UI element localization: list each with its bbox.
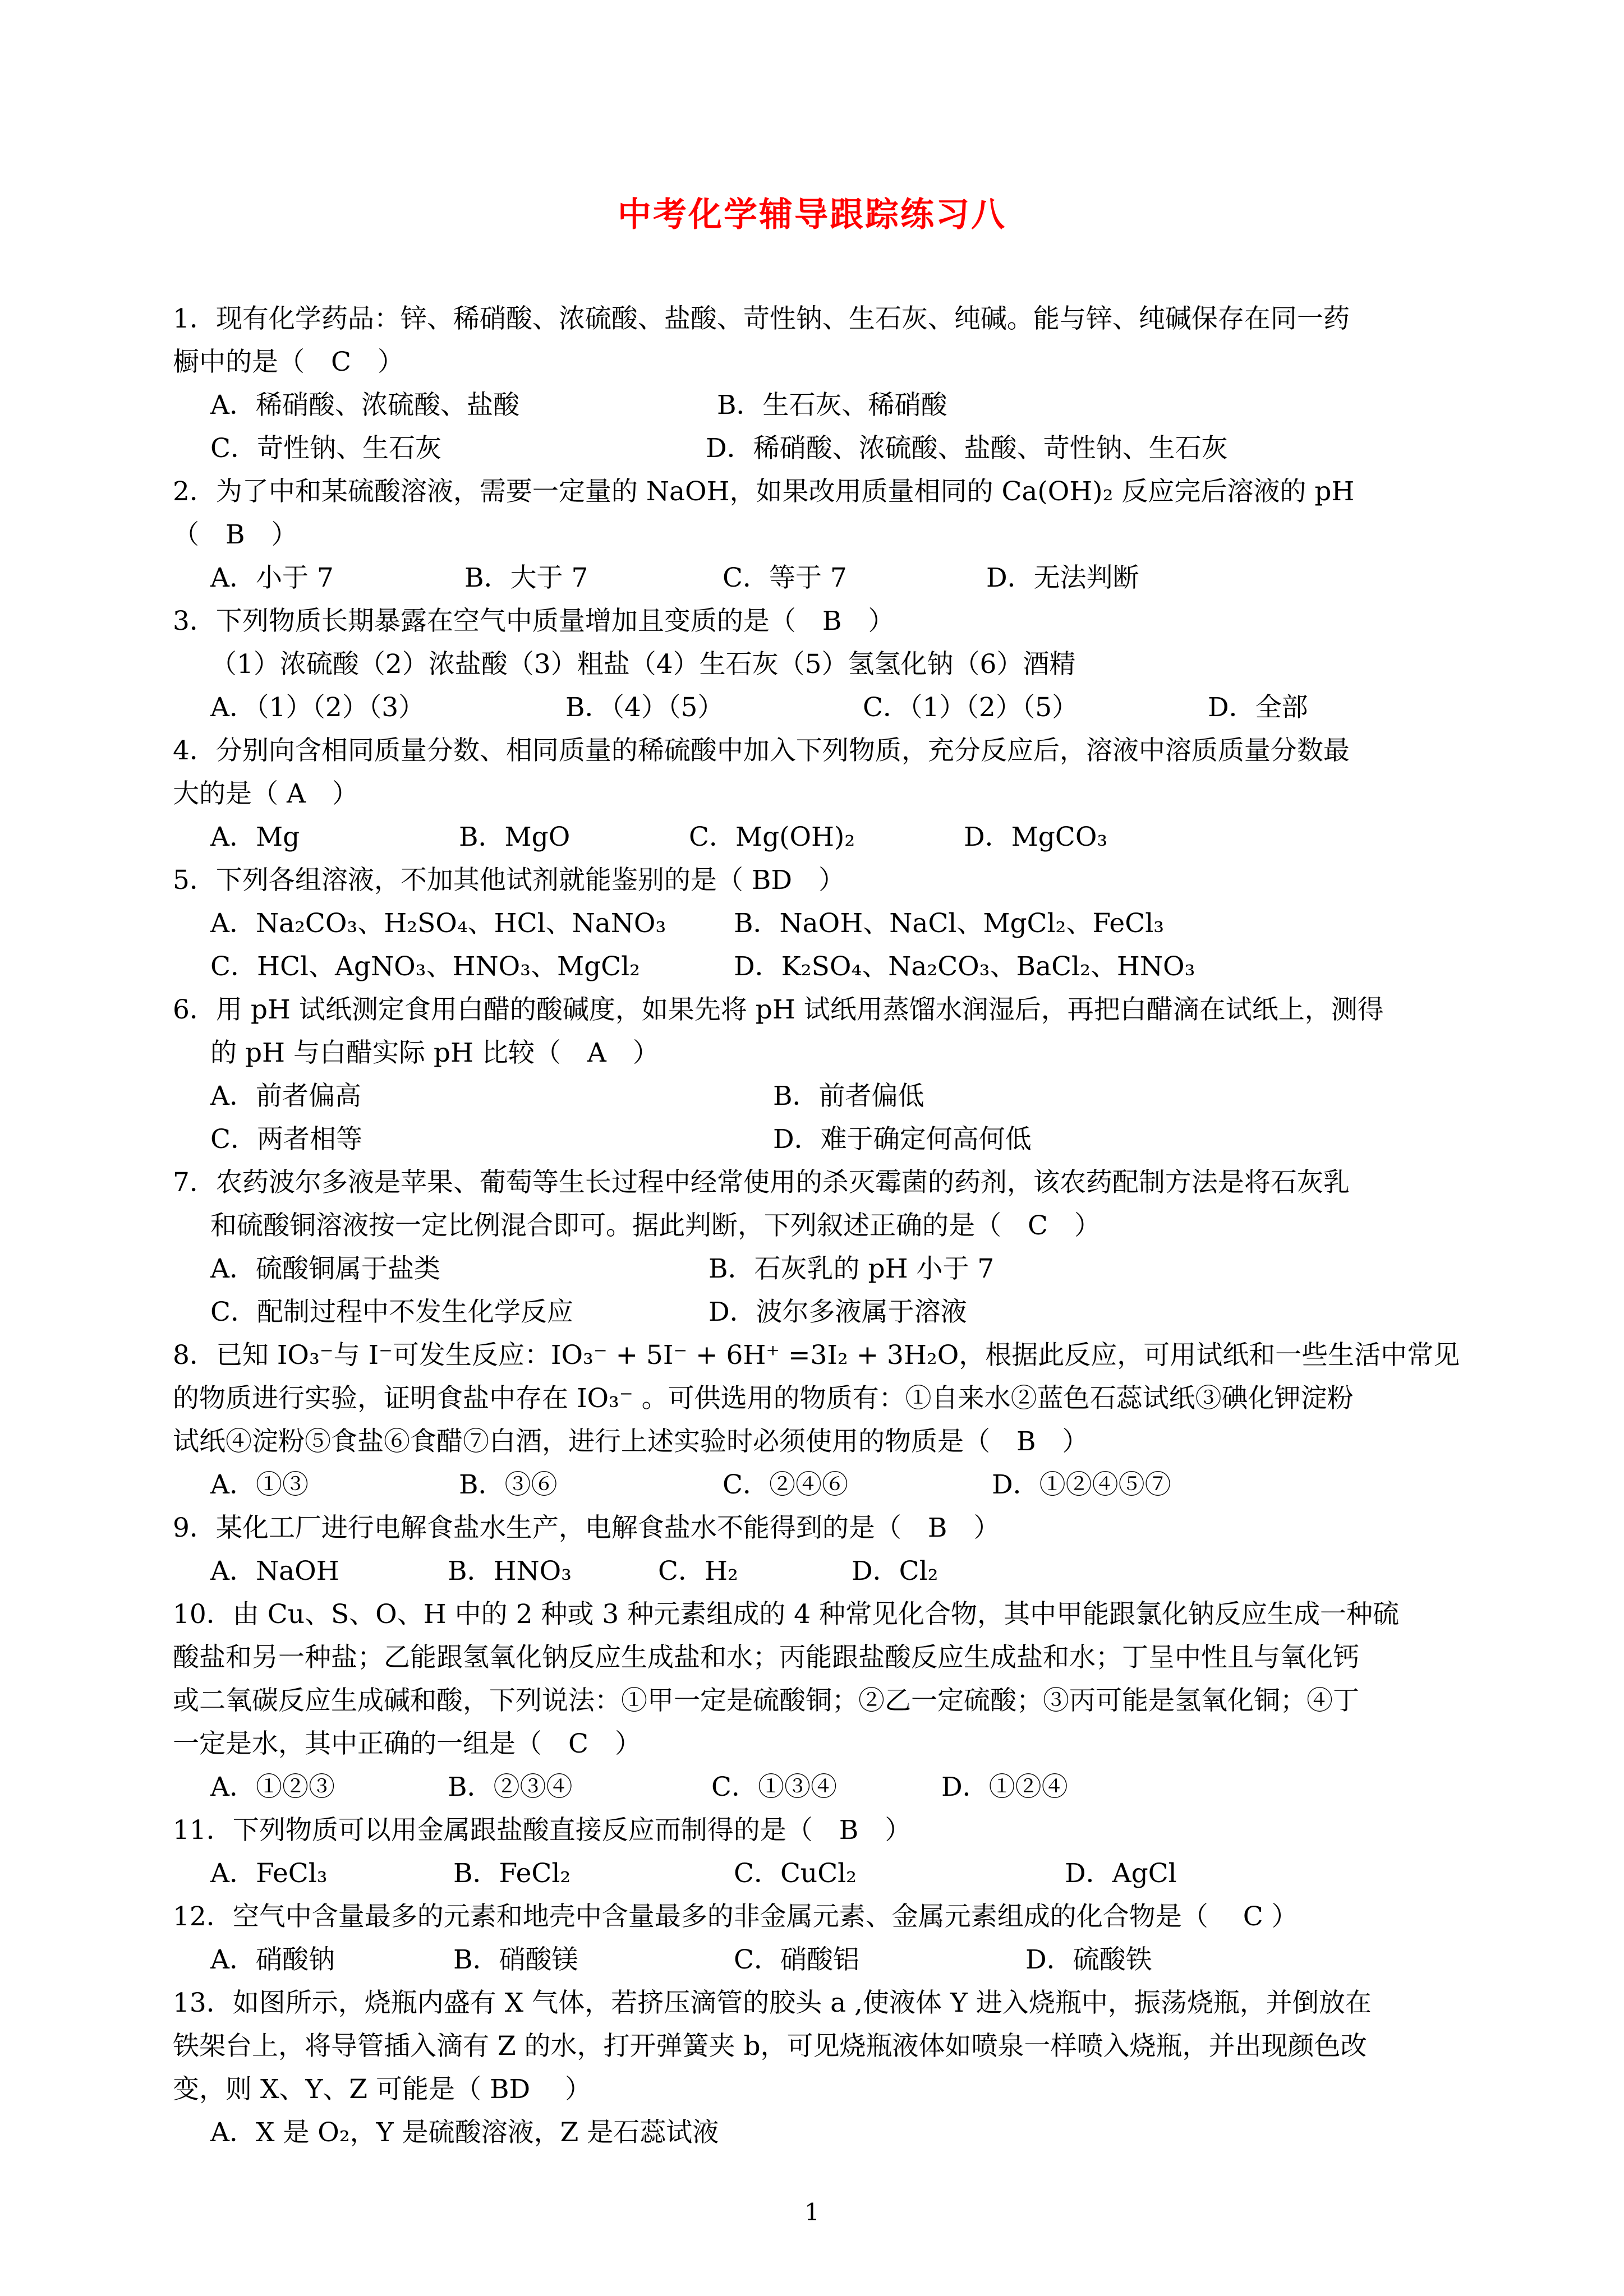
question-8 — [173, 1334, 1480, 1506]
option-row — [173, 2111, 1480, 2154]
question-7 — [173, 1161, 1480, 1334]
answer-option: A．X 是 O₂，Y 是硫酸溶液，Z 是石蕊试液 — [210, 2117, 719, 2148]
answer-option: A．NaOH — [210, 1556, 339, 1587]
option-row — [173, 1852, 1480, 1895]
answer-option: D．稀硝酸、浓硫酸、盐酸、苛性钠、生石灰 — [706, 433, 1228, 464]
answer-option: D．全部 — [1208, 692, 1308, 723]
answer-option: C．等于 7 — [723, 563, 847, 593]
question-stem-line: 11．下列物质可以用金属跟盐酸直接反应而制得的是（ B ） — [173, 1815, 912, 1846]
question-stem-line: 的 pH 与白醋实际 pH 比较（ A ） — [210, 1038, 659, 1068]
question-stem-line: 变，则 X、Y、Z 可能是（ BD ） — [173, 2074, 592, 2105]
option-row — [173, 945, 1480, 988]
question-12 — [173, 1895, 1480, 1981]
question-1 — [173, 297, 1480, 470]
answer-option: B．石灰乳的 pH 小于 7 — [709, 1253, 995, 1284]
answer-option: A．FeCl₃ — [210, 1858, 328, 1889]
answer-option: B．硝酸镁 — [453, 1944, 578, 1975]
answer-option: D．波尔多液属于溶液 — [709, 1297, 967, 1327]
answer-option: B．②③④ — [448, 1772, 573, 1802]
answer-option: D．Cl₂ — [852, 1556, 938, 1587]
option-row — [173, 1938, 1480, 1981]
answer-option: A．硫酸铜属于盐类 — [210, 1253, 440, 1284]
question-6 — [173, 988, 1480, 1161]
option-row — [173, 902, 1480, 945]
option-row — [173, 1290, 1480, 1334]
question-stem-line: 4．分别向含相同质量分数、相同质量的稀硫酸中加入下列物质，充分反应后，溶液中溶质质量分数最 — [173, 735, 1350, 766]
option-row — [173, 384, 1480, 427]
answer-option: A．前者偏高 — [210, 1081, 361, 1112]
question-stem-line: 2．为了中和某硫酸溶液，需要一定量的 NaOH，如果改用质量相同的 Ca(OH)₂ 反应完后溶液的 pH — [173, 476, 1355, 507]
answer-option: A．Mg — [210, 822, 300, 852]
question-stem-line: 10．由 Cu、S、O、H 中的 2 种或 3 种元素组成的 4 种常见化合物，其中甲能跟氯化钠反应生成一种硫 — [173, 1599, 1399, 1630]
question-stem-line: 铁架台上，将导管插入滴有 Z 的水，打开弹簧夹 b，可见烧瓶液体如喷泉一样喷入烧瓶，并出现颜色改 — [173, 2031, 1367, 2062]
answer-option: B．HNO₃ — [448, 1556, 572, 1587]
answer-option: A．稀硝酸、浓硫酸、盐酸 — [210, 390, 519, 421]
answer-option: C．H₂ — [658, 1556, 738, 1587]
question-stem-line: 12．空气中含量最多的元素和地壳中含量最多的非金属元素、金属元素组成的化合物是（ C ） — [173, 1901, 1298, 1932]
answer-option: A．（1）（2）（3） — [210, 692, 425, 723]
answer-option: A．①②③ — [210, 1772, 335, 1802]
option-row — [173, 1463, 1480, 1506]
question-stem-line: 1．现有化学药品：锌、稀硝酸、浓硫酸、盐酸、苛性钠、生石灰、纯碱。能与锌、纯碱保存在同一药 — [173, 303, 1350, 334]
question-5 — [173, 859, 1480, 988]
answer-option: B．（4）（5） — [565, 692, 724, 723]
answer-option: D．难于确定何高何低 — [773, 1124, 1032, 1155]
question-stem-line: 13．如图所示，烧瓶内盛有 X 气体，若挤压滴管的胶头 a ,使液体 Y 进入烧瓶中，振荡烧瓶，并倒放在 — [173, 1988, 1372, 2018]
question-stem-line: 9．某化工厂进行电解食盐水生产，电解食盐水不能得到的是（ B ） — [173, 1513, 1000, 1543]
question-stem-line: 5．下列各组溶液，不加其他试剂就能鉴别的是（ BD ） — [173, 865, 845, 896]
answer-option: B．前者偏低 — [773, 1081, 924, 1112]
answer-option: C．①③④ — [711, 1772, 837, 1802]
answer-option: B．MgO — [459, 822, 571, 852]
option-row — [173, 556, 1480, 600]
answer-option: D．无法判断 — [986, 563, 1139, 593]
answer-option: D．①②④⑤⑦ — [992, 1469, 1171, 1500]
question-stem-line: 橱中的是（ C ） — [173, 347, 404, 377]
answer-option: A．Na₂CO₃、H₂SO₄、HCl、NaNO₃ — [210, 908, 666, 939]
question-list — [173, 297, 1480, 2154]
question-11 — [173, 1809, 1480, 1895]
question-3 — [173, 600, 1480, 729]
question-stem-line: 和硫酸铜溶液按一定比例混合即可。据此判断，下列叙述正确的是（ C ） — [210, 1210, 1101, 1241]
answer-option: B．③⑥ — [459, 1469, 558, 1500]
question-4 — [173, 729, 1480, 859]
answer-option: C．CuCl₂ — [734, 1858, 857, 1889]
question-stem-line: （1）浓硫酸（2）浓盐酸（3）粗盐（4）生石灰（5）氢氢化钠（6）酒精 — [210, 649, 1076, 680]
question-2 — [173, 470, 1480, 600]
question-stem-line: 或二氧碳反应生成碱和酸，下列说法：①甲一定是硫酸铜；②乙一定硫酸；③丙可能是氢氧化铜；④丁 — [173, 1685, 1359, 1716]
question-stem-line: 试纸④淀粉⑤食盐⑥食醋⑦白酒，进行上述实验时必须使用的物质是（ B ） — [173, 1426, 1089, 1457]
answer-option: D．①②④ — [941, 1772, 1068, 1802]
option-row — [173, 1075, 1480, 1118]
question-stem-line: （ B ） — [173, 519, 298, 550]
answer-option: B．生石灰、稀硝酸 — [717, 390, 947, 421]
answer-option: C．②④⑥ — [723, 1469, 848, 1500]
question-stem-line: 8．已知 IO₃⁻与 I⁻可发生反应：IO₃⁻ + 5I⁻ + 6H⁺ =3I₂ + 3H₂O，根据此反应，可用试纸和一些生活中常见 — [173, 1340, 1460, 1371]
option-row — [173, 1765, 1480, 1809]
option-row — [173, 427, 1480, 470]
question-13 — [173, 1981, 1480, 2154]
option-row — [173, 1247, 1480, 1290]
answer-option: B．FeCl₂ — [453, 1858, 571, 1889]
question-10 — [173, 1593, 1480, 1809]
answer-option: D．AgCl — [1065, 1858, 1177, 1889]
option-row — [173, 686, 1480, 729]
page-number: 1 — [804, 2198, 820, 2226]
answer-option: C．硝酸铝 — [734, 1944, 859, 1975]
question-stem-line: 大的是（ A ） — [173, 778, 358, 809]
question-stem-line: 7．农药波尔多液是苹果、葡萄等生长过程中经常使用的杀灭霉菌的药剂，该农药配制方法是将石灰乳 — [173, 1167, 1350, 1198]
question-9 — [173, 1506, 1480, 1593]
page-title: 中考化学辅导跟踪练习八 — [618, 195, 1006, 234]
question-stem-line: 一定是水，其中正确的一组是（ C ） — [173, 1728, 641, 1759]
answer-option: C．HCl、AgNO₃、HNO₃、MgCl₂ — [210, 951, 640, 982]
answer-option: D．硫酸铁 — [1025, 1944, 1152, 1975]
answer-option: A．小于 7 — [210, 563, 334, 593]
answer-option: C．苛性钠、生石灰 — [210, 433, 441, 464]
answer-option: D．MgCO₃ — [964, 822, 1108, 852]
option-row — [173, 1550, 1480, 1593]
answer-option: C．（1）（2）（5） — [863, 692, 1079, 723]
answer-option: C．Mg(OH)₂ — [689, 822, 855, 852]
answer-option: A．①③ — [210, 1469, 309, 1500]
question-stem-line: 6．用 pH 试纸测定食用白醋的酸碱度，如果先将 pH 试纸用蒸馏水润湿后，再把白醋滴在试纸上，测得 — [173, 994, 1384, 1025]
answer-option: D．K₂SO₄、Na₂CO₃、BaCl₂、HNO₃ — [734, 951, 1195, 982]
option-row — [173, 815, 1480, 859]
answer-option: B．大于 7 — [464, 563, 588, 593]
answer-option: B．NaOH、NaCl、MgCl₂、FeCl₃ — [734, 908, 1165, 939]
answer-option: C．配制过程中不发生化学反应 — [210, 1297, 573, 1327]
question-stem-line: 酸盐和另一种盐；乙能跟氢氧化钠反应生成盐和水；丙能跟盐酸反应生成盐和水；丁呈中性且与氧化钙 — [173, 1642, 1359, 1673]
answer-option: A．硝酸钠 — [210, 1944, 335, 1975]
question-stem-line: 的物质进行实验，证明食盐中存在 IO₃⁻ 。可供选用的物质有：①自来水②蓝色石蕊试纸③碘化钾淀粉 — [173, 1383, 1354, 1414]
question-stem-line: 3．下列物质长期暴露在空气中质量增加且变质的是（ B ） — [173, 606, 895, 637]
option-row — [173, 1118, 1480, 1161]
answer-option: C．两者相等 — [210, 1124, 362, 1155]
